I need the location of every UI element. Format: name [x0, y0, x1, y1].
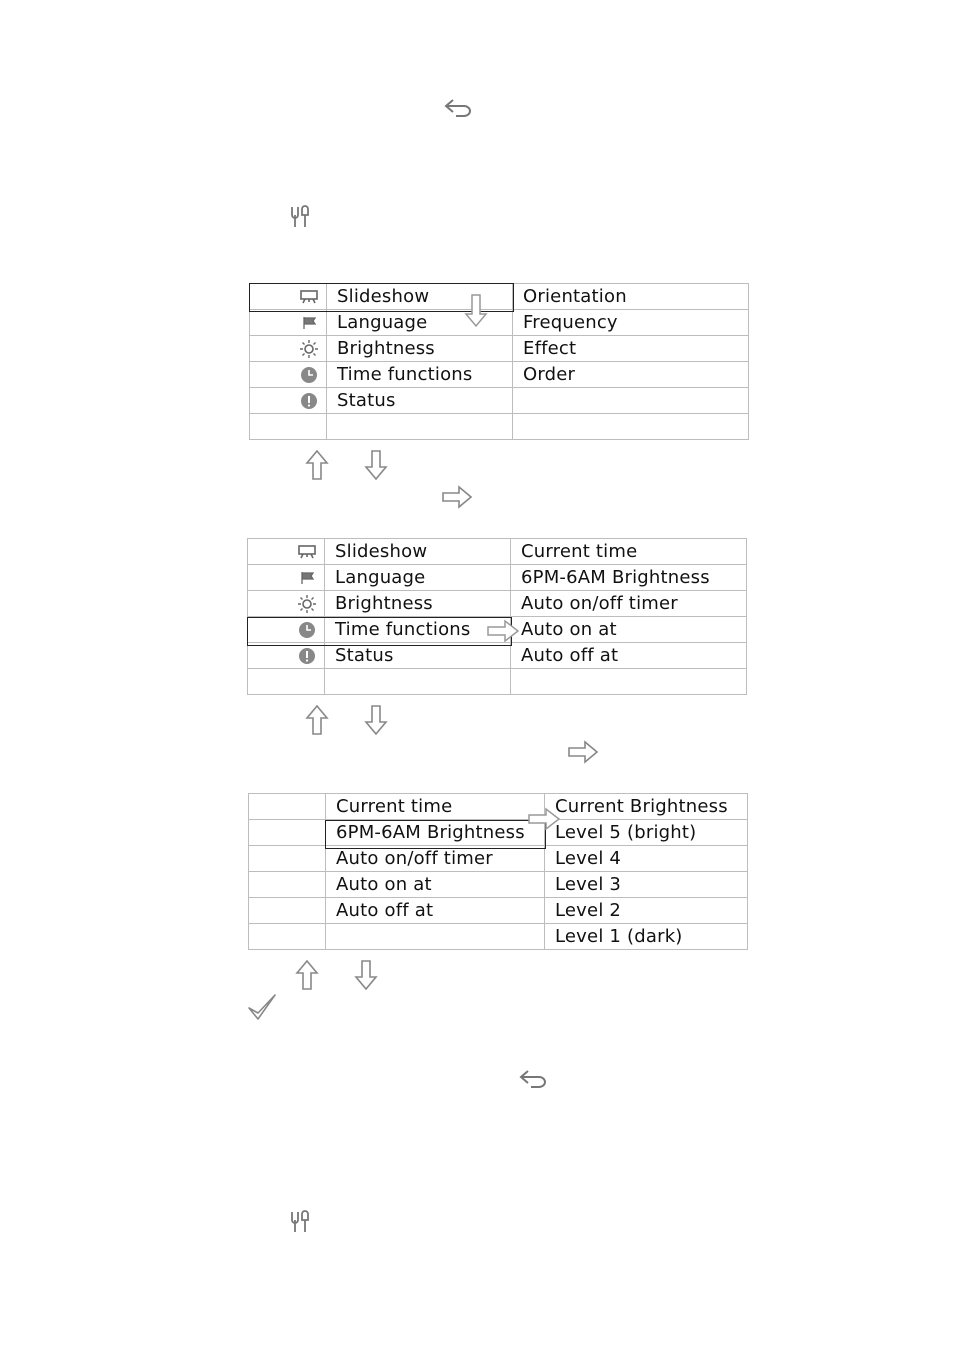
- arrow-down-icon: [464, 294, 488, 328]
- info-icon: [250, 388, 327, 414]
- table-row[interactable]: [249, 846, 748, 872]
- menu-table-3: [248, 793, 748, 950]
- submenu-item-label: Current Brightness: [545, 794, 748, 820]
- table-row[interactable]: [248, 591, 747, 617]
- arrow-up-icon: [305, 705, 329, 735]
- menu-item-label: Current time: [326, 794, 545, 820]
- menu-item-label: Language: [325, 565, 511, 591]
- info-icon: [248, 643, 325, 669]
- arrow-right-icon: [568, 740, 598, 764]
- flag-icon: [248, 565, 325, 591]
- table-row[interactable]: [248, 643, 747, 669]
- back-icon: [519, 1068, 549, 1090]
- arrow-up-icon: [295, 960, 319, 990]
- menu-item-label: Time functions: [325, 617, 511, 643]
- submenu-item-label: Level 2: [545, 898, 748, 924]
- menu-table-1: [249, 283, 749, 440]
- arrow-down-icon: [364, 450, 388, 480]
- submenu-item-label: Effect: [513, 336, 749, 362]
- slideshow-icon: [248, 539, 325, 565]
- arrow-down-icon: [364, 705, 388, 735]
- table-row[interactable]: [249, 872, 748, 898]
- settings-icon: [288, 1210, 312, 1234]
- submenu-item-label: Auto off at: [511, 643, 747, 669]
- submenu-item-label: [513, 388, 749, 414]
- submenu-item-label: Current time: [511, 539, 747, 565]
- submenu-item-label: Frequency: [513, 310, 749, 336]
- submenu-item-label: 6PM-6AM Brightness: [511, 565, 747, 591]
- arrow-right-icon: [528, 807, 560, 831]
- table-row[interactable]: [249, 924, 748, 950]
- menu-item-label: Auto on at: [326, 872, 545, 898]
- back-icon: [444, 97, 474, 119]
- arrow-up-icon: [305, 450, 329, 480]
- menu-table-2: [247, 538, 747, 695]
- flag-icon: [250, 310, 327, 336]
- settings-icon: [288, 205, 312, 229]
- table-row[interactable]: [248, 539, 747, 565]
- menu-item-label: Brightness: [327, 336, 513, 362]
- table-row[interactable]: [250, 388, 749, 414]
- submenu-item-label: Level 1 (dark): [545, 924, 748, 950]
- menu-item-label: 6PM-6AM Brightness: [326, 820, 545, 846]
- table-row[interactable]: [248, 565, 747, 591]
- menu-item-label: Slideshow: [327, 284, 513, 310]
- table-row[interactable]: [250, 362, 749, 388]
- table-row[interactable]: [250, 310, 749, 336]
- table-row: [248, 669, 747, 695]
- table-row[interactable]: [249, 898, 748, 924]
- submenu-item-label: Level 3: [545, 872, 748, 898]
- table-row: [250, 414, 749, 440]
- table-row[interactable]: [249, 794, 748, 820]
- arrow-right-icon: [442, 485, 472, 509]
- menu-item-label: Language: [327, 310, 513, 336]
- clock-icon: [250, 362, 327, 388]
- table-row[interactable]: [250, 284, 749, 310]
- table-row[interactable]: [250, 336, 749, 362]
- menu-item-label: [326, 924, 545, 950]
- slideshow-icon: [250, 284, 327, 310]
- submenu-item-label: Auto on at: [511, 617, 747, 643]
- menu-item-label: Brightness: [325, 591, 511, 617]
- menu-item-label: Auto on/off timer: [326, 846, 545, 872]
- sun-icon: [248, 591, 325, 617]
- submenu-item-label: Level 5 (bright): [545, 820, 748, 846]
- submenu-item-label: Level 4: [545, 846, 748, 872]
- arrow-down-icon: [354, 960, 378, 990]
- submenu-item-label: Orientation: [513, 284, 749, 310]
- submenu-item-label: Auto on/off timer: [511, 591, 747, 617]
- table-row[interactable]: [249, 820, 748, 846]
- menu-item-label: Status: [327, 388, 513, 414]
- arrow-right-icon: [487, 619, 519, 643]
- menu-item-label: Time functions: [327, 362, 513, 388]
- menu-item-label: Status: [325, 643, 511, 669]
- sun-icon: [250, 336, 327, 362]
- menu-item-label: Slideshow: [325, 539, 511, 565]
- checkmark-icon: [247, 993, 277, 1021]
- menu-item-label: Auto off at: [326, 898, 545, 924]
- clock-icon: [248, 617, 325, 643]
- submenu-item-label: Order: [513, 362, 749, 388]
